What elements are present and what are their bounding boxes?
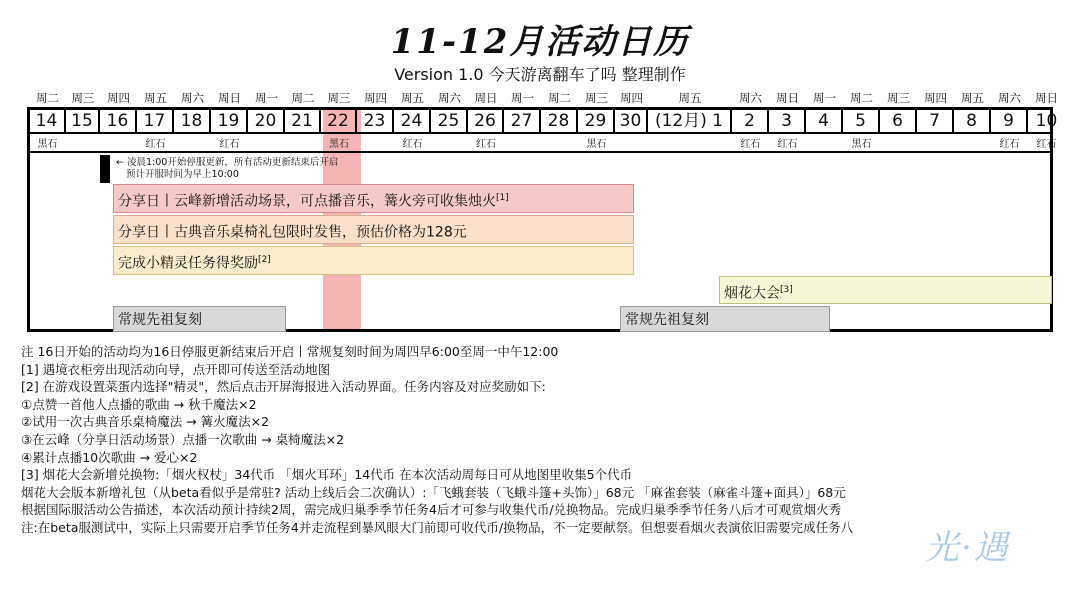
- day-cell: (12月) 1: [648, 109, 732, 133]
- footnote-line: 烟花大会版本新增礼包（从beta看似乎是常驻? 活动上线后会二次确认）:「飞蛾套装（飞蛾斗篷+头饰）」68元 「麻雀套装（麻雀斗篷+面具）」68元: [21, 484, 846, 500]
- day-cell: 10: [1035, 111, 1058, 131]
- weekday-label: 周四: [924, 91, 947, 105]
- day-cell: 3: [769, 109, 806, 133]
- day-cell: 7: [917, 109, 954, 133]
- stone-tag: 红石: [476, 139, 496, 150]
- day-cell: 8: [954, 109, 991, 133]
- footnote-line: ④累计点播10次歌曲 → 爱心×2: [21, 449, 198, 465]
- day-cell: 20: [248, 109, 285, 133]
- day-cell: 14: [29, 109, 66, 133]
- event-spirit-task: 完成小精灵任务得奖励[2]: [113, 246, 634, 275]
- day-cell: 23: [357, 109, 394, 133]
- footnote-line: 注 16日开始的活动均为16日停服更新结束后开启丨常规复刻时间为周四早6:00至周一中午12:00: [21, 344, 559, 359]
- day-cell: 24: [394, 109, 431, 133]
- stone-tag: 红石: [402, 139, 423, 150]
- event-traveling-spirit-1: 常规先祖复刻: [113, 306, 286, 332]
- event-fireworks-festival: 烟花大会[3]: [719, 276, 1052, 304]
- weekday-label: 周六: [739, 91, 762, 105]
- weekday-label: 周四: [620, 91, 643, 105]
- day-cell: 19: [211, 109, 248, 133]
- weekday-label: 周六: [998, 91, 1021, 105]
- weekday-label: 周二: [850, 91, 873, 105]
- day-cell: 6: [880, 109, 917, 133]
- weekday-label: 周五: [144, 91, 167, 105]
- day-cell: 28: [541, 109, 578, 133]
- weekday-label: 周五: [961, 91, 984, 105]
- weekday-label: 周日: [218, 91, 241, 105]
- footnotes: [21, 343, 853, 537]
- maintenance-note: [116, 157, 338, 181]
- day-cell: 25: [431, 109, 468, 133]
- weekday-label: 周日: [474, 91, 498, 105]
- stone-tag: 黑石: [329, 139, 349, 150]
- day-cell: 18: [174, 109, 211, 133]
- weekday-label: 周六: [181, 91, 204, 105]
- weekday-label: 周三: [887, 91, 910, 105]
- footnote-line: [3] 烟花大会新增兑换物:「烟火权杖」34代币 「烟火耳环」14代币 在本次活动周每日可从地图里收集5个代币: [21, 467, 633, 483]
- stone-tag: 红石: [145, 139, 166, 150]
- weekday-label: 周一: [511, 91, 534, 105]
- event-traveling-spirit-2: 常规先祖复刻: [620, 306, 830, 332]
- weekday-label: 周一: [813, 91, 836, 105]
- stone-tag: 黑石: [851, 139, 872, 150]
- maintenance-note-line1: ← 凌晨1:00开始停服更新，所有活动更新结束后开启: [116, 157, 339, 168]
- day-cell: 17: [137, 109, 174, 133]
- day-cell: 16: [100, 109, 137, 133]
- event-cloud-peak-scene: 分享日丨云峰新增活动场景，可点播音乐，篝火旁可收集烛火[1]: [113, 184, 634, 213]
- event-classical-furniture-pack: 分享日丨古典音乐桌椅礼包限时发售，预估价格为128元: [113, 215, 634, 244]
- weekday-label: 周日: [1035, 91, 1058, 105]
- watermark-logo: 光·遇: [925, 528, 1010, 568]
- day-cell: 4: [806, 109, 843, 133]
- stone-tag: 黑石: [586, 139, 607, 150]
- weekday-label: 周五: [678, 91, 702, 105]
- weekday-label: 周日: [776, 91, 799, 105]
- stone-tag: 红石: [219, 139, 240, 150]
- day-cell: 15: [66, 109, 100, 133]
- day-cell: 26: [468, 109, 504, 133]
- day-cell: 2: [732, 109, 769, 133]
- day-cell: 9: [991, 109, 1028, 133]
- weekday-label: 周五: [401, 91, 424, 105]
- footnote-line: ③在云峰（分享日活动场景）点播一次歌曲 → 桌椅魔法×2: [21, 431, 345, 447]
- weekday-label: 周三: [585, 91, 608, 105]
- weekday-label: 周四: [107, 91, 130, 105]
- weekday-label: 周六: [438, 91, 461, 105]
- stone-tag: 红石: [999, 139, 1020, 150]
- weekday-label: 周三: [71, 91, 95, 105]
- maintenance-note-line2: 预计开服时间为早上10:00: [126, 169, 239, 180]
- day-cell: 29: [578, 109, 615, 133]
- stone-tag: 红石: [1036, 139, 1057, 150]
- tag-row-divider: [27, 151, 1053, 153]
- day-cell: 30: [615, 109, 648, 133]
- day-cell: 22: [321, 109, 357, 133]
- footnote-line: 根据国际服活动公告描述，本次活动预计持续2周，需完成归巢季季节任务4后才可参与收集代币/兑换物品。完成归巢季季节任务八后才可观赏烟火秀: [21, 502, 842, 518]
- weekday-label: 周四: [364, 91, 387, 105]
- day-cell: 5: [843, 109, 880, 133]
- page-subtitle: Version 1.0 今天游离翻车了吗 整理制作: [394, 65, 686, 84]
- footnote-line: [1] 遇境衣柜旁出现活动向导，点开即可传送至活动地图: [21, 361, 331, 377]
- footnote-line: ①点赞一首他人点播的歌曲 → 秋千魔法×2: [21, 396, 257, 412]
- stone-tag: 黑石: [37, 139, 58, 150]
- stone-tag: 红石: [777, 139, 798, 150]
- stone-tag: 红石: [740, 139, 761, 150]
- weekday-label: 周二: [291, 91, 315, 105]
- weekday-label: 周二: [548, 91, 571, 105]
- footnote-line: 注:在beta服测试中，实际上只需要开启季节任务4并走流程到暴风眼大门前即可收代币/换物品，不一定要献祭。但想要看烟火表演依旧需要完成任务八: [21, 519, 854, 535]
- day-cell: 21: [285, 109, 321, 133]
- page-title: 11-12月活动日历: [390, 22, 690, 62]
- footnote-line: [2] 在游戏设置菜蛋内选择"精灵"，然后点击开屏海报进入活动界面。任务内容及对应奖励如下:: [21, 379, 546, 395]
- weekday-label: 周二: [36, 91, 59, 105]
- maintenance-marker: [100, 155, 110, 183]
- weekday-label: 周三: [327, 91, 351, 105]
- day-cell: 27: [504, 109, 541, 133]
- weekday-label: 周一: [255, 91, 278, 105]
- footnote-line: ②试用一次古典音乐桌椅魔法 → 篝火魔法×2: [21, 414, 270, 430]
